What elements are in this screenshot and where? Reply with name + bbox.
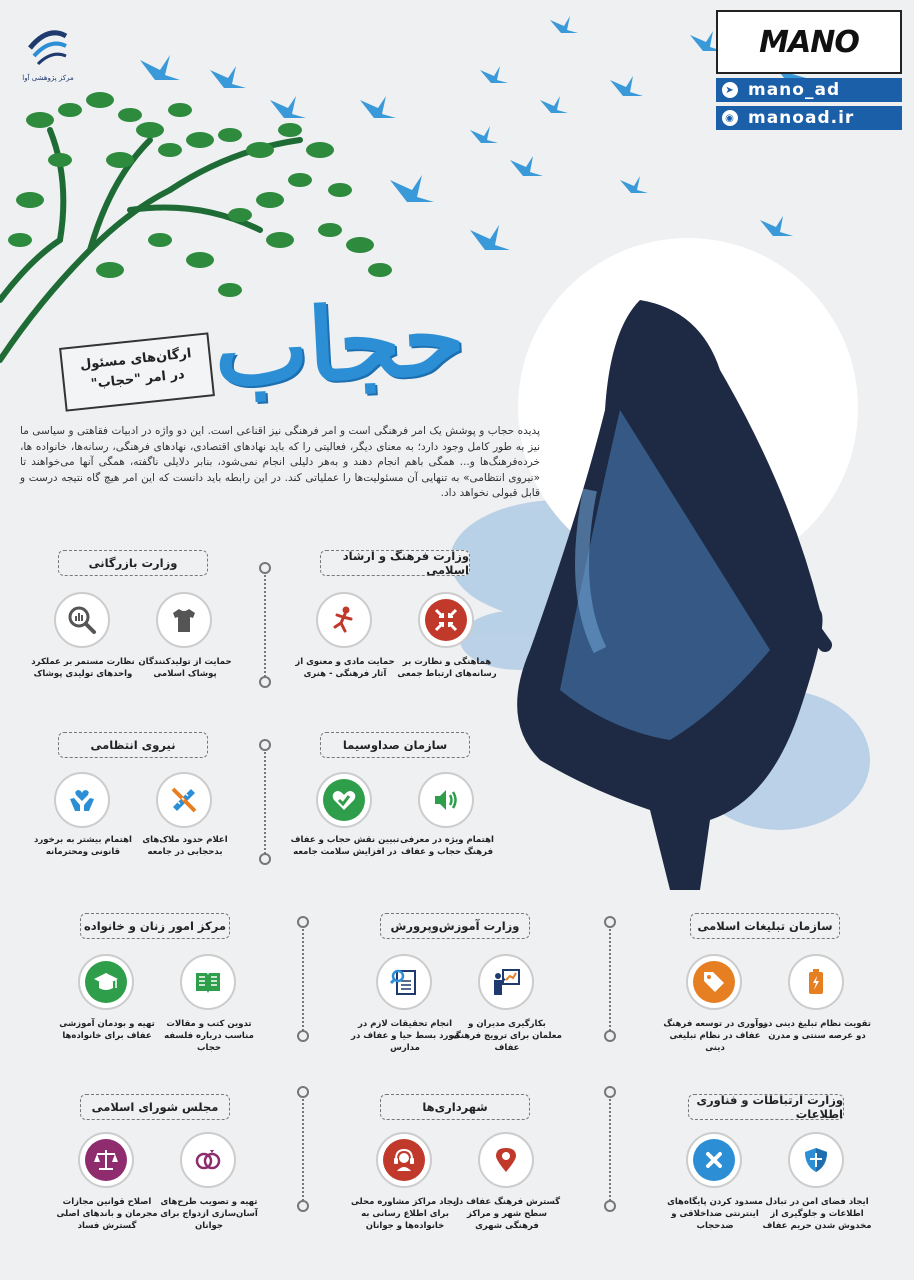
divider-dot <box>297 916 309 928</box>
telegram-handle: mano_ad <box>748 80 841 100</box>
icon-badge <box>418 592 474 648</box>
divider-dot <box>297 1030 309 1042</box>
org-logo-mark <box>26 18 70 68</box>
item-caption: گسترش فرهنگ عفاف در سطح شهر و مراکز فرهنگی شهری <box>453 1197 561 1231</box>
watermark-logo: MANO <box>716 10 902 74</box>
icon-badge <box>54 772 110 828</box>
item-caption: اعلام حدود ملاک‌های بدحجابی در جامعه <box>142 835 228 857</box>
item-caption: بکارگیری مدیران و معلمان برای ترویج فرهنگ عفاف <box>452 1019 562 1053</box>
divider-line <box>302 1092 306 1204</box>
veiled-woman-illustration <box>470 290 860 930</box>
heart-check-icon <box>323 779 365 821</box>
icon-badge <box>376 1132 432 1188</box>
item-caption: تهیه و بودمان آموزشی عفاف برای خانواده‌ها <box>59 1019 155 1041</box>
divider-dot <box>297 1200 309 1212</box>
item-caption: تهیه و تصویب طرح‌های آسان‌سازی ازدواج برای جوانان <box>160 1197 258 1231</box>
icon-badge <box>418 772 474 828</box>
shirt-icon <box>163 599 205 641</box>
divider-line <box>264 745 268 857</box>
website-link[interactable] <box>716 106 902 130</box>
item-caption: نظارت مستمر بر عملکرد واحدهای تولیدی پوشاک <box>31 657 135 679</box>
divider-dot <box>604 1086 616 1098</box>
item-caption: اهتمام بیشتر به برخورد قانونی ومحترمانه <box>34 835 132 857</box>
icon-badge <box>788 1132 844 1188</box>
x-circle-icon <box>693 1139 735 1181</box>
scales-icon <box>85 1139 127 1181</box>
item-caption: تدوین کتب و مقالات مناسب درباره فلسفه حجاب <box>164 1019 254 1053</box>
watermark <box>716 10 902 130</box>
tag-icon <box>693 961 735 1003</box>
section-label-amozesh: وزارت آموزش‌وپرورش <box>380 913 530 939</box>
section-label-shahrdari: شهرداری‌ها <box>380 1094 530 1120</box>
divider-dot <box>259 853 271 865</box>
org-logo-caption: مرکز پژوهشی آوا <box>22 74 74 82</box>
icon-badge <box>478 954 534 1010</box>
magnifier-chart-icon <box>61 599 103 641</box>
item-caption: نوآوری در توسعه فرهنگ عفاف در نظام تبلیغی دینی <box>663 1019 767 1053</box>
divider-line <box>609 1092 613 1204</box>
divider-line <box>609 922 613 1034</box>
map-pin-icon <box>485 1139 527 1181</box>
divider-dot <box>259 562 271 574</box>
telegram-link[interactable] <box>716 78 902 102</box>
section-label-ershad: وزارت فرهنگ و ارشاد اسلامی <box>320 550 470 576</box>
divider-dot <box>297 1086 309 1098</box>
divider-line <box>302 922 306 1034</box>
section-label-zanan: مرکز امور زنان و خانواده <box>80 913 230 939</box>
icon-badge <box>376 954 432 1010</box>
icon-badge <box>78 1132 134 1188</box>
subtitle-line-2: در امر "حجاب" <box>90 367 186 392</box>
item-caption: ایجاد فضای امن در تبادل اطلاعات و جلوگیری از مخدوش شدن حریم عفاف <box>762 1197 872 1231</box>
arrows-inward-icon <box>425 599 467 641</box>
item-caption: حمایت از تولیدکنندگان پوشاک اسلامی <box>138 657 232 679</box>
icon-badge <box>180 1132 236 1188</box>
divider-dot <box>604 1030 616 1042</box>
rings-icon <box>187 1139 229 1181</box>
item-caption: اصلاح قوانین مجازات مجرمان و باندهای اصلی گسترش فساد <box>56 1197 158 1231</box>
icon-badge <box>316 772 372 828</box>
section-label-majles: مجلس شورای اسلامی <box>80 1094 230 1120</box>
icon-badge <box>156 772 212 828</box>
divider-dot <box>604 916 616 928</box>
icon-badge <box>788 954 844 1010</box>
person-kick-icon <box>323 599 365 641</box>
telegram-icon: ➤ <box>722 82 738 98</box>
heart-hands-icon <box>61 779 103 821</box>
graduation-cap-icon <box>85 961 127 1003</box>
org-logo <box>22 18 74 82</box>
teacher-board-icon <box>485 961 527 1003</box>
section-label-seda: سازمان صداوسیما <box>320 732 470 758</box>
ruler-pencil-icon <box>163 779 205 821</box>
divider-line <box>264 568 268 680</box>
icon-badge <box>686 1132 742 1188</box>
section-label-bazargani: وزارت بازرگانی <box>58 550 208 576</box>
page-title: حجاب <box>211 278 468 410</box>
icon-badge <box>478 1132 534 1188</box>
item-caption: انجام تحقیقات لازم در مورد بسط حیا و عفاف در مدارس <box>351 1019 459 1053</box>
section-label-entezami: نیروی انتظامی <box>58 732 208 758</box>
icon-badge <box>54 592 110 648</box>
icon-badge <box>78 954 134 1010</box>
icon-badge <box>686 954 742 1010</box>
item-caption: مسدود کردن پایگاه‌های اینترنتی ضداخلاقی و ضدحجاب <box>667 1197 763 1231</box>
book-icon <box>187 961 229 1003</box>
research-doc-icon <box>383 961 425 1003</box>
item-caption: حمایت مادی و معنوی از آثار فرهنگی - هنری <box>295 657 395 679</box>
item-caption: تقویت نظام تبلیغ دینی در دو عرصه سنتی و مدرن <box>763 1019 871 1041</box>
item-caption: ایجاد مراکز مشاوره محلی برای اطلاع رسانی به خانواده‌ها و جوانان <box>350 1197 460 1231</box>
icon-badge <box>180 954 236 1010</box>
intro-paragraph: پدیده حجاب و پوشش یک امر فرهنگی است و امر فرهنگی نیز اقناعی است. این دو واژه در ادبیات فقاهتی و سیاسی ما نیز به طور کامل وجود دارد؛ به معنای دیگر، فعالیتی را که باید نهادهای اقتصادی، نهادهای فرهنگی، رسانه‌ها، خانواده ها، خرده‌فرهنگ‌ها و... همگی باهم انجام دهند و به‌هر دلیلی انجام نمی‌شود، بنابر دلایلی ناگفته، همگی آنها می‌خواهند تا «نیروی انتظامی» به تنهایی آن مسئولیت‌ها را عملیاتی کند. در این رابطه باید دانست که این امر هیچ گاه نتیجه درست و قابل قبولی نخواهد داد. <box>20 425 540 499</box>
subtitle-line-1: ارگان‌های مسئول <box>79 346 193 373</box>
item-caption: تبیین نقش حجاب و عفاف در افزایش سلامت جامعه <box>290 835 400 857</box>
headset-icon <box>383 1139 425 1181</box>
divider-dot <box>259 739 271 751</box>
speaker-icon <box>425 779 467 821</box>
divider-dot <box>259 676 271 688</box>
icon-badge <box>156 592 212 648</box>
section-label-tablighat: سازمان تبلیغات اسلامی <box>690 913 840 939</box>
globe-icon: ◉ <box>722 110 738 126</box>
icon-badge <box>316 592 372 648</box>
section-label-ertebatat: وزارت ارتباطات و فناوری اطلاعات <box>688 1094 844 1120</box>
shield-icon <box>795 1139 837 1181</box>
battery-icon <box>795 961 837 1003</box>
divider-dot <box>604 1200 616 1212</box>
item-caption: هماهنگی و نظارت بر رسانه‌های ارتباط جمعی <box>397 657 497 679</box>
item-caption: اهتمام ویژه در معرفی فرهنگ حجاب و عفاف <box>400 835 494 857</box>
website-url: manoad.ir <box>748 108 855 128</box>
